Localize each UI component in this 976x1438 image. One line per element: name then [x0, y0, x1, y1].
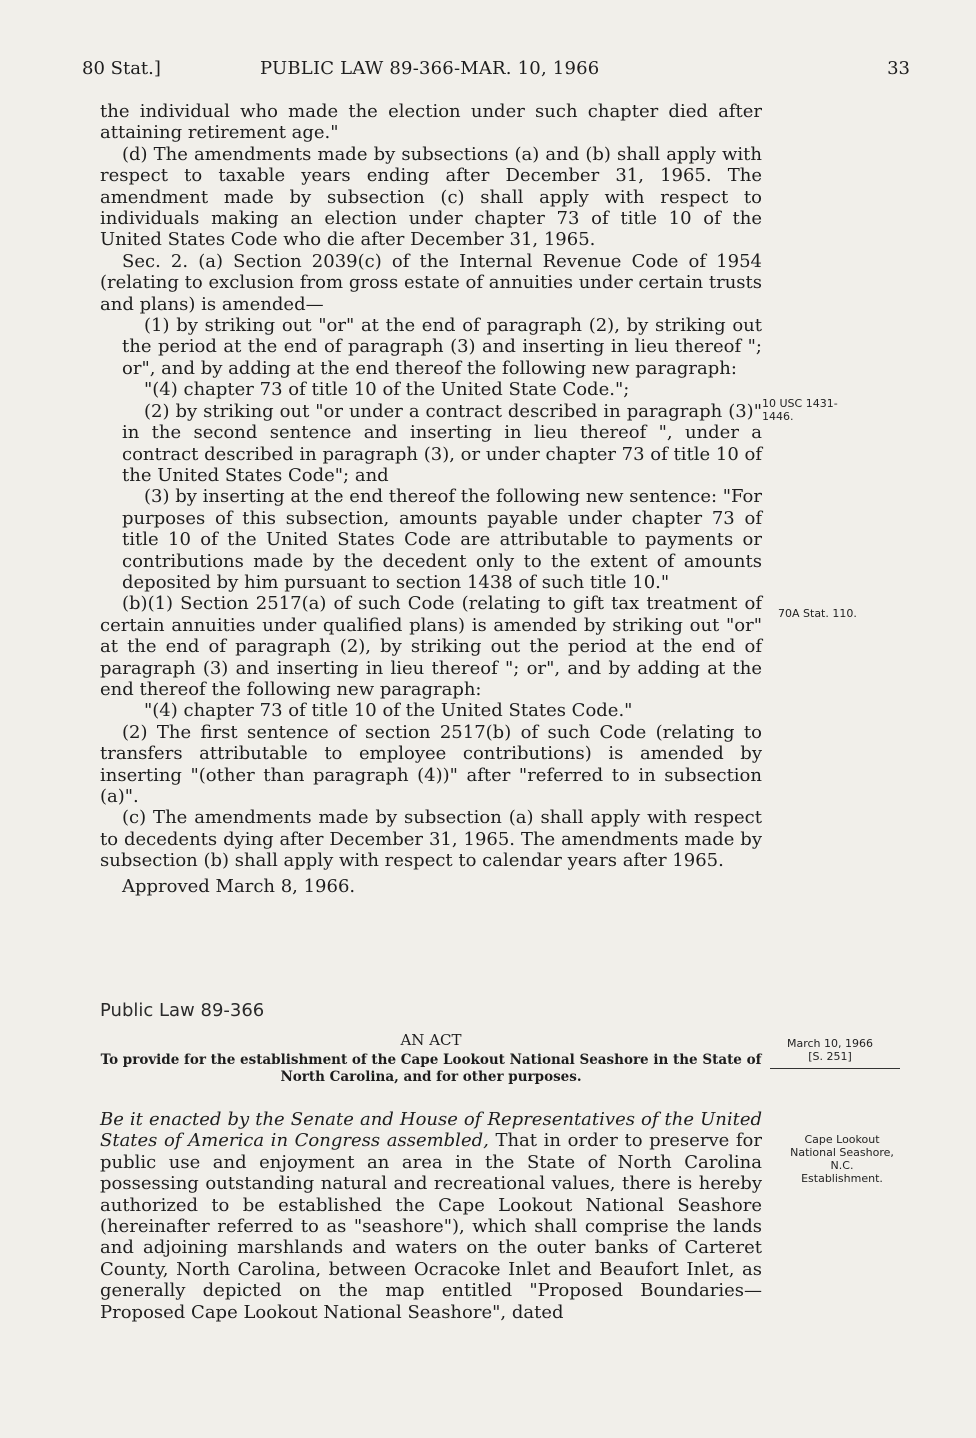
paragraph: the individual who made the election under such chapter died after attaining retirement age.": [100, 101, 762, 144]
paragraph: (b)(1) Section 2517(a) of such Code (relating to gift tax treatment of certain annuities under qualified plans) is amended by striking out "or" at the end of paragraph (2), by striking out the period at the end of paragraph (3) and inserting in lieu thereof "; or", and by adding at the end thereof the following new paragraph:: [100, 593, 762, 700]
margin-note-cape-lookout: Cape Lookout National Seashore, N.C. Establishment.: [790, 1133, 894, 1185]
paragraph: (2) by striking out "or under a contract described in paragraph (3)" in the second sentence and inserting in lieu thereof ", under a contract described in paragraph (3), or under chapter 73 of title 10 of the United States Code"; and: [122, 400, 763, 486]
public-law-label: Public Law 89-366: [100, 1000, 265, 1021]
margin-divider: [770, 1068, 900, 1069]
margin-note-usc: 10 USC 1431- 1446.: [762, 397, 838, 423]
page-number: 33: [887, 58, 910, 79]
approved-line: Approved March 8, 1966.: [122, 875, 356, 897]
body-text: [100, 101, 762, 897]
act-purpose: To provide for the establishment of the Cape Lookout National Seashore in the State of North Carolina, and for other purposes.: [100, 1052, 762, 1085]
enacting-paragraph: [100, 1109, 762, 1323]
paragraph: (3) by inserting at the end thereof the following new sentence: "For purposes of this subsection, amounts payable under chapter 73 of title 10 of the United States Code are attributable to payments or contributions made by the decedent only to the extent of amounts deposited by him pursuant to section 1438 of such title 10.": [122, 486, 762, 593]
paragraph: "(4) chapter 73 of title 10 of the United State Code.";: [144, 379, 630, 401]
margin-note-date: March 10, 1966 [S. 251]: [786, 1037, 873, 1063]
paragraph: (d) The amendments made by subsections (a) and (b) shall apply with respect to taxable years ending after December 31, 1965. The amendment made by subsection (c) shall apply with respect to individuals making an election under chapter 73 of title 10 of the United States Code who die after December 31, 1965.: [100, 143, 762, 251]
paragraph: (1) by striking out "or" at the end of paragraph (2), by striking out the period at the end of paragraph (3) and inserting in lieu thereof "; or", and by adding at the end thereof the following new paragraph:: [122, 315, 762, 379]
enact-text: That in order to preserve for public use and enjoyment an area in the State of North Carolina possessing outstanding natural and recreational values, there is hereby authorized to be established the Cape Lookout National Seashore (hereinafter referred to as "seashore"), which shall comprise the lands and adjoining marshlands and waters on the outer banks of Carteret County, North Carolina, between Ocracoke Inlet and Beaufort Inlet, as generally depicted on the map entitled "Proposed Boundaries—Proposed Cape Lookout National Seashore", dated: [100, 1130, 762, 1323]
page-header: [82, 58, 910, 86]
paragraph: Sec. 2. (a) Section 2039(c) of the Internal Revenue Code of 1954 (relating to exclusion from gross estate of annuities under certain trusts and plans) is amended—: [100, 250, 762, 315]
margin-note-stat: 70A Stat. 110.: [778, 607, 857, 620]
an-act-heading: AN ACT: [400, 1031, 462, 1049]
paragraph: (2) The first sentence of section 2517(b) of such Code (relating to transfers attributable to employee contributions) is amended by inserting "(other than paragraph (4))" after "referred to in subsection (a)".: [100, 721, 762, 807]
enacting-clause: Be it enacted by the Senate and House of Representatives of the United States of America in Congress assembled,: [100, 1109, 762, 1152]
paragraph: "(4) chapter 73 of title 10 of the United States Code.": [144, 700, 633, 722]
running-title: PUBLIC LAW 89-366-MAR. 10, 1966: [260, 58, 600, 79]
paragraph: (c) The amendments made by subsection (a) shall apply with respect to decedents dying after December 31, 1965. The amendments made by subsection (b) shall apply with respect to calendar years after 1965.: [100, 807, 762, 872]
stat-volume: 80 Stat.]: [82, 58, 161, 79]
